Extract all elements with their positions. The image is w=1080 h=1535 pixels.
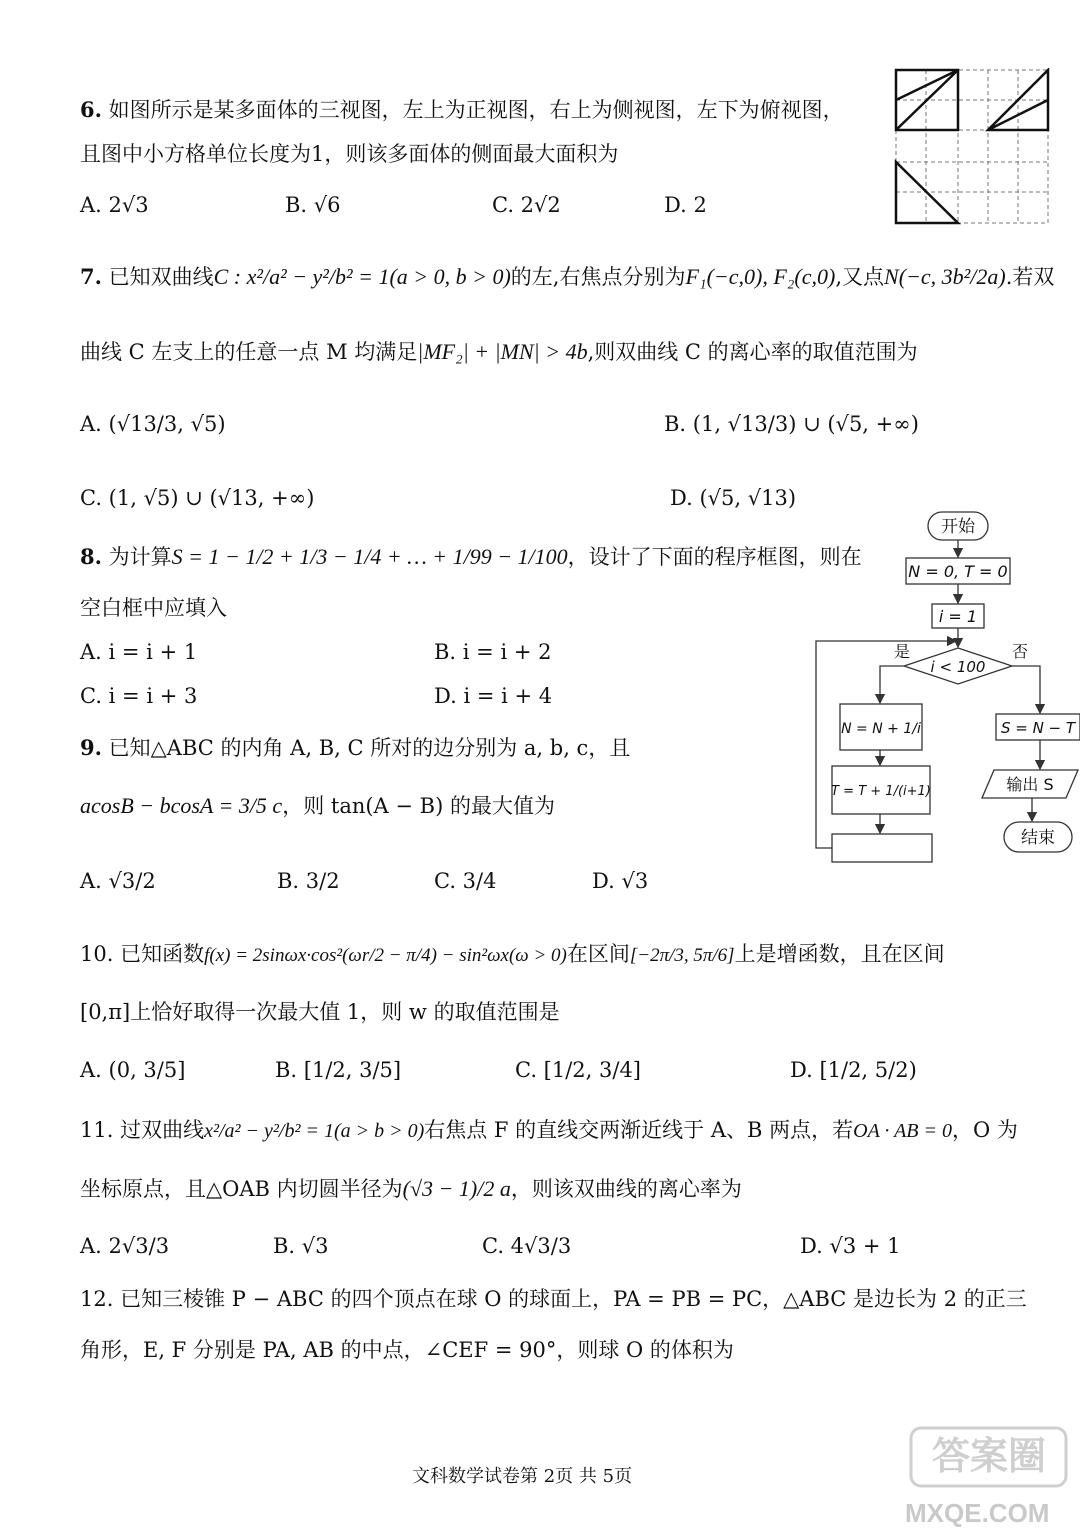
- flow-output-label: 输出 S: [1006, 775, 1054, 794]
- q11-option-d: D. √3 + 1: [800, 1234, 901, 1258]
- flow-t-step-label: T = T + 1/(i+1): [831, 784, 931, 799]
- q10-text2: 在区间: [566, 942, 630, 966]
- q7-option-a: A. (√13/3, √5): [80, 412, 226, 436]
- q9-option-b: B. 3/2: [277, 869, 340, 893]
- watermark-logo: [905, 1422, 1075, 1492]
- q11-text5: ，则该双曲线的离心率为: [510, 1177, 742, 1201]
- q8-text2: ，设计了下面的程序框图，则在: [567, 545, 862, 569]
- flow-blank-box: [832, 834, 932, 862]
- q7-text3: ,又点: [835, 265, 885, 289]
- q6-line1: [80, 96, 844, 124]
- q9-line2: [80, 792, 555, 820]
- q12-text1: 已知三棱锥 P − ABC 的四个顶点在球 O 的球面上，PA = PB = PC，△ABC 是边长为 2 的正三: [120, 1287, 1027, 1311]
- q7-number: 7.: [80, 264, 102, 289]
- q7-text5: 曲线 C 左支上的任意一点 M 均满足: [80, 340, 418, 364]
- q10-option-d: D. [1/2, 5/2): [790, 1058, 917, 1082]
- q12-line2: 角形，E, F 分别是 PA, AB 的中点，∠CEF = 90°，则球 O 的体积为: [80, 1338, 734, 1362]
- q7-line1: [80, 263, 1054, 291]
- q11-math3: (√3 − 1)/2 a: [402, 1176, 511, 1201]
- q11-text3: ，O 为: [952, 1118, 1018, 1142]
- q10-option-b: B. [1/2, 3/5]: [275, 1058, 402, 1082]
- q8-option-a: A. i = i + 1: [80, 640, 198, 664]
- q8-option-c: C. i = i + 3: [80, 684, 198, 708]
- q7-option-c: C. (1, √5) ∪ (√13, +∞): [80, 486, 315, 510]
- q11-math1: x²/a² − y²/b² = 1(a > b > 0): [204, 1120, 425, 1142]
- flow-s-step-label: S = N − T: [1000, 719, 1076, 737]
- q8-line1: [80, 543, 862, 571]
- flow-cond-label: i < 100: [930, 658, 986, 676]
- q10-math1: f(x) = 2sinωx·cos²(ωr/2 − π/4) − sin²ωx(ω > 0): [204, 945, 567, 966]
- q11-option-c: C. 4√3/3: [482, 1234, 572, 1258]
- flow-yes-label: 是: [893, 642, 911, 661]
- q11-line1: [80, 1116, 1018, 1145]
- flow-n-step-label: N = N + 1/i: [841, 721, 921, 737]
- q7-math2: F₁(−c,0), F₂(c,0): [685, 264, 836, 289]
- q6-line2: 且图中小方格单位长度为1，则该多面体的侧面最大面积为: [80, 142, 619, 166]
- q10-line2: [0,π]上恰好取得一次最大值 1，则 w 的取值范围是: [80, 1000, 560, 1024]
- q9-option-d: D. √3: [592, 869, 649, 893]
- flow-no-label: 否: [1011, 642, 1029, 661]
- q6-option-a: A. 2√3: [80, 193, 149, 217]
- q11-text1: 过双曲线: [120, 1118, 205, 1142]
- q8-number: 8.: [80, 544, 102, 569]
- q10-line1: [80, 940, 945, 970]
- q11-math2: OA · AB = 0: [853, 1120, 952, 1142]
- q6-option-b: B. √6: [285, 193, 341, 217]
- q7-math3: N(−c, 3b²/2a): [884, 264, 1006, 289]
- flow-start-label: 开始: [941, 517, 975, 537]
- q6-text1: 如图所示是某多面体的三视图，左上为正视图，右上为侧视图，左下为俯视图，: [108, 98, 844, 122]
- q7-math1: C : x²/a² − y²/b² = 1(a > 0, b > 0): [213, 264, 511, 289]
- q6-number: 6.: [80, 97, 102, 122]
- q7-option-b: B. (1, √13/3) ∪ (√5, +∞): [664, 412, 919, 436]
- q10-text3: 上是增函数，且在区间: [734, 942, 945, 966]
- three-view-figure: [892, 68, 1052, 226]
- watermark-url: MXQE.COM: [905, 1498, 1050, 1528]
- q9-option-c: C. 3/4: [434, 869, 497, 893]
- q9-option-a: A. √3/2: [80, 869, 156, 893]
- q10-number: 10.: [80, 942, 114, 966]
- q11-option-a: A. 2√3/3: [80, 1234, 170, 1258]
- q11-number: 11.: [80, 1118, 114, 1142]
- page-footer: 文科数学试卷第 2页 共 5页: [412, 1466, 633, 1487]
- q6-option-c: C. 2√2: [492, 193, 561, 217]
- q8-line2: 空白框中应填入: [80, 596, 227, 620]
- q7-text6: ,则双曲线 C 的离心率的取值范围为: [587, 340, 918, 364]
- q9-text1: 已知△ABC 的内角 A, B, C 所对的边分别为 a, b, c，且: [108, 736, 631, 760]
- q9-math1: acosB − bcosA = 3/5 c: [80, 793, 283, 818]
- q6-option-d: D. 2: [664, 193, 707, 217]
- q7-text4: .若双: [1005, 265, 1055, 289]
- flow-end-label: 结束: [1021, 828, 1055, 848]
- q11-option-b: B. √3: [273, 1234, 329, 1258]
- q10-option-a: A. (0, 3/5]: [80, 1058, 186, 1082]
- q8-option-d: D. i = i + 4: [434, 684, 553, 708]
- flow-init-label: N = 0, T = 0: [908, 562, 1008, 581]
- watermark-logo-text: 答案圈: [931, 1434, 1047, 1478]
- q8-math1: S = 1 − 1/2 + 1/3 − 1/4 + … + 1/99 − 1/100: [171, 544, 568, 569]
- q9-line1: [80, 734, 630, 762]
- q10-text1: 已知函数: [120, 942, 205, 966]
- q8-text1: 为计算: [108, 545, 172, 569]
- q11-line2: [80, 1175, 742, 1203]
- q11-text2: 右焦点 F 的直线交两渐近线于 A、B 两点，若: [424, 1118, 854, 1142]
- q9-text2: ，则 tan(A − B) 的最大值为: [282, 794, 555, 818]
- q9-number: 9.: [80, 735, 102, 760]
- flow-i-label: i = 1: [938, 607, 978, 626]
- q10-math2: [−2π/3, 5π/6]: [629, 945, 735, 966]
- watermark: [905, 1422, 1075, 1532]
- q8-option-b: B. i = i + 2: [434, 640, 552, 664]
- q10-option-c: C. [1/2, 3/4]: [515, 1058, 641, 1082]
- view-outlines: [896, 70, 1048, 223]
- q7-text1: 已知双曲线: [108, 265, 214, 289]
- q7-option-d: D. (√5, √13): [670, 486, 797, 510]
- q12-line1: [80, 1285, 1027, 1313]
- q7-math4: |MF₂| + |MN| > 4b: [417, 339, 588, 364]
- q7-text2: 的左,右焦点分别为: [510, 265, 686, 289]
- q11-text4: 坐标原点，且△OAB 内切圆半径为: [80, 1177, 403, 1201]
- q12-number: 12.: [80, 1287, 114, 1311]
- q7-line2: [80, 338, 918, 366]
- flowchart: [810, 505, 1080, 865]
